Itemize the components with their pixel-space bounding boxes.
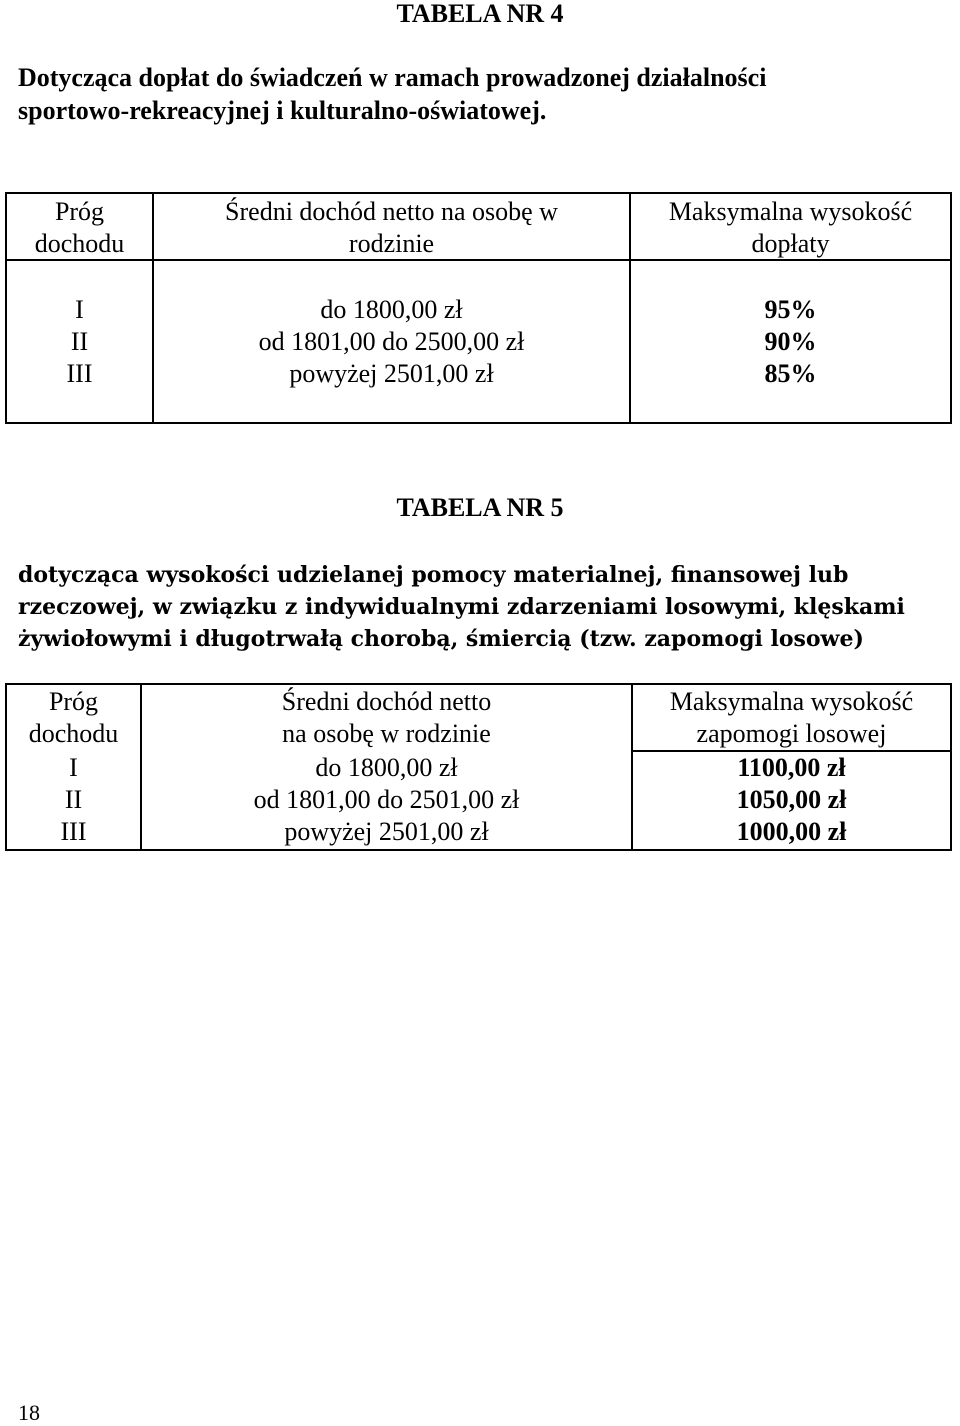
table5-row-max: 1100,00 zł (737, 753, 846, 782)
table5-header-threshold: Próg dochodu (28, 687, 119, 748)
table4-row-income: powyżej 2501,00 zł (289, 359, 494, 388)
table5-row-threshold: I (69, 753, 78, 782)
table5-row-threshold: III (60, 817, 87, 846)
table4-row-threshold: II (70, 327, 89, 356)
table5-row-income: od 1801,00 do 2501,00 zł (253, 785, 520, 814)
table5-header-max: Maksymalna wysokość zapomogi losowej (669, 687, 914, 748)
table4-row-threshold: I (75, 295, 84, 324)
table5-row-max: 1050,00 zł (736, 785, 847, 814)
table4-header-income: Średni dochód netto na osobę w rodzinie (225, 197, 558, 258)
table5-row-income: powyżej 2501,00 zł (284, 817, 489, 846)
page-number: 18 (18, 1400, 40, 1425)
table4-header-threshold: Próg dochodu (34, 197, 125, 258)
table5-intro-line3: żywiołowymi i długotrwałą chorobą, śmiercią (tzw. zapomogi losowe) (18, 626, 864, 652)
table4-income-column (154, 294, 629, 390)
table5-max-column (633, 752, 950, 848)
table4-row-threshold: III (66, 359, 93, 388)
table4-row-income: do 1800,00 zł (320, 295, 463, 324)
table5-intro-line1: dotycząca wysokości udzielanej pomocy materialnej, finansowej lub (18, 562, 849, 588)
table4-threshold-column (7, 294, 152, 390)
table5-row-threshold: II (64, 785, 83, 814)
table5-threshold-column (7, 752, 140, 848)
table4-row-max: 95% (764, 295, 817, 324)
table5-title: TABELA NR 5 (396, 493, 564, 522)
table4-intro-line2: sportowo-rekreacyjnej i kulturalno-oświatowej. (18, 96, 547, 125)
table5-row-income: do 1800,00 zł (315, 753, 458, 782)
table5-intro-line2: rzeczowej, w związku z indywidualnymi zdarzeniami losowymi, klęskami (18, 594, 905, 620)
table5-income-column (142, 752, 631, 848)
table4-row-income: od 1801,00 do 2500,00 zł (258, 327, 525, 356)
table4-intro-line1: Dotycząca dopłat do świadczeń w ramach prowadzonej działalności (18, 63, 767, 92)
table4-row-max: 90% (764, 327, 817, 356)
table5-row-max: 1000,00 zł (736, 817, 847, 846)
table4-title: TABELA NR 4 (396, 0, 564, 28)
table4-row-max: 85% (764, 359, 817, 388)
table5-header-income: Średni dochód netto na osobę w rodzinie (281, 687, 492, 748)
table4-max-column (631, 294, 950, 390)
table4-header-max: Maksymalna wysokość dopłaty (668, 197, 913, 258)
